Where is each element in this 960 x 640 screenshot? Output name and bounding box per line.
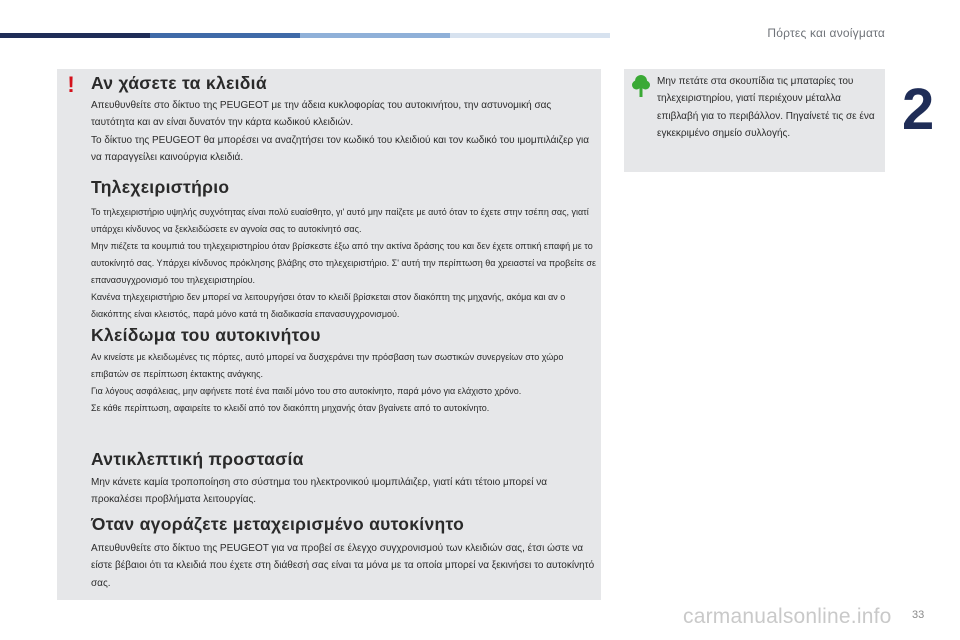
used-car-title: Όταν αγοράζετε μεταχειρισμένο αυτοκίνητο xyxy=(91,514,465,534)
anti-theft-text xyxy=(91,474,597,509)
vehicle-locking-text xyxy=(91,349,597,417)
header-bar-segment-4 xyxy=(450,33,610,38)
remote-control-title: Τηλεχειριστήριο xyxy=(91,177,230,197)
chapter-number: 2 xyxy=(902,77,935,142)
tree-icon xyxy=(632,74,650,98)
eco-tip-text: Μην πετάτε στα σκουπίδια τις μπαταρίες του τηλεχειριστηρίου, γιατί περιέχουν μέταλλα επιβλαβή για το περιβάλλον. Πηγαίνετέ τις σε ένα εγκεκριμένο σημείο συλλογής. xyxy=(657,76,875,139)
header-bar-segment-3 xyxy=(300,33,450,38)
vehicle-locking-paragraph: Σε κάθε περίπτωση, αφαιρείτε το κλειδί από τον διακόπτη μηχανής όταν βγαίνετε από το αυτοκίνητο. xyxy=(91,403,490,413)
exclamation-icon: ! xyxy=(67,72,75,97)
header-color-bar xyxy=(0,33,610,38)
vehicle-locking-title: Κλείδωμα του αυτοκινήτου xyxy=(91,325,321,345)
lost-keys-paragraph: Το δίκτυο της PEUGEOT θα μπορέσει να αναζητήσει τον κωδικό του κλειδιού και τον κωδικό του ιμομπιλάιζερ για να παραγγείλει καινούργια κλειδιά. xyxy=(91,134,589,163)
anti-theft-title: Αντικλεπτική προστασία xyxy=(91,449,304,469)
lost-keys-text xyxy=(91,97,597,166)
used-car-text xyxy=(91,540,597,592)
remote-control-paragraph: Κανένα τηλεχειριστήριο δεν μπορεί να λειτουργήσει όταν το κλειδί βρίσκεται στον διακόπτη της μηχανής, ακόμα και αν ο διακόπτης είναι κλειστός, παρά μόνο κατά τη διαδικασία επανασυγχρονισμού. xyxy=(91,292,566,319)
remote-control-paragraph: Το τηλεχειριστήριο υψηλής συχνότητας είναι πολύ ευαίσθητο, γι' αυτό μην παίζετε με αυτό όταν το έχετε στην τσέπη σας, γιατί υπάρχει κίνδυνος να ξεκλειδώσετε εν αγνοία σας το αυτοκίνητό σας. xyxy=(91,207,589,234)
vehicle-locking-paragraph: Για λόγους ασφάλειας, μην αφήνετε ποτέ ένα παιδί μόνο του στο αυτοκίνητο, παρά μόνο για ελάχιστο χρόνο. xyxy=(91,386,522,396)
remote-control-text xyxy=(91,204,597,323)
remote-control-paragraph: Μην πιέζετε τα κουμπιά του τηλεχειριστηρίου όταν βρίσκεστε έξω από την ακτίνα δράσης του και δεν έχετε οπτική επαφή με το αυτοκίνητό σας. Υπάρχει κίνδυνος πρόκλησης βλάβης στο τηλεχειριστήριο. Σ' αυτή την περίπτωση θα χρειαστεί να προβείτε σε επανασυγχρονισμό του τηλεχειριστηρίου. xyxy=(91,241,596,285)
vehicle-locking-paragraph: Αν κινείστε με κλειδωμένες τις πόρτες, αυτό μπορεί να δυσχεράνει την πρόσβαση των σωστικών συνεργείων στο χώρο επιβατών σε περίπτωση έκτακτης ανάγκης. xyxy=(91,352,564,379)
header-bar-segment-2 xyxy=(150,33,300,38)
chapter-title: Πόρτες και ανοίγματα xyxy=(767,26,885,40)
lost-keys-paragraph: Απευθυνθείτε στο δίκτυο της PEUGEOT με την άδεια κυκλοφορίας του αυτοκινήτου, την αστυνομική σας ταυτότητα και αν είναι δυνατόν την κάρτα κωδικού κλειδιών. xyxy=(91,100,552,129)
used-car-paragraph: Απευθυνθείτε στο δίκτυο της PEUGEOT για να προβεί σε έλεγχο συγχρονισμού των κλειδιών σας, έτσι ώστε να είστε βέβαιοι ότι τα κλειδιά που έχετε στη διάθεσή σας είναι τα μόνα με τα οποία μπορεί να ξεκινήσει το αυτοκίνητό σας. xyxy=(91,543,595,589)
lost-keys-title: Αν χάσετε τα κλειδιά xyxy=(91,73,267,93)
anti-theft-paragraph: Μην κάνετε καμία τροποποίηση στο σύστημα του ηλεκτρονικού ιμομπιλάιζερ, γιατί κάτι τέτοιο μπορεί να προκαλέσει προβλήματα λειτουργίας. xyxy=(91,477,548,506)
watermark: carmanualsonline.info xyxy=(683,605,892,628)
header-bar-segment-1 xyxy=(0,33,150,38)
page-number: 33 xyxy=(912,609,925,621)
